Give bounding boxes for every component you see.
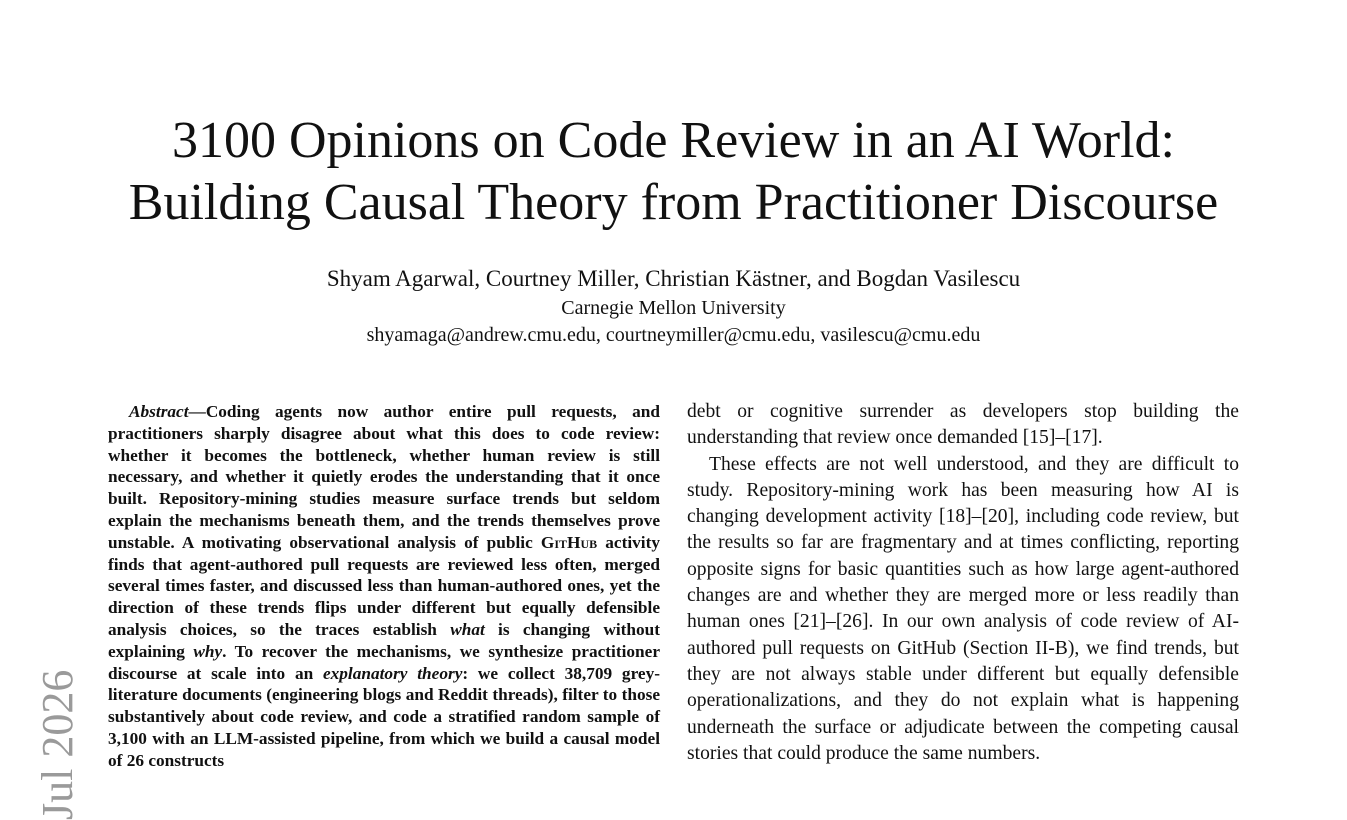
abstract-text-1: Coding agents now author entire pull requests, and practitioners sharply disagree about what this does to code review: whether it becomes the bottleneck, whether human review is still necessary, and whether it quietly erodes the understanding that it once built. Repository-mining studies measure surface trends but seldom explain the mechanisms beneath them, and the trends themselves prove unstable. A motivating observational analysis of public bbox=[108, 402, 660, 552]
abstract-text-3: is changing without explaining bbox=[108, 619, 660, 661]
github-name: GitHub bbox=[540, 532, 598, 552]
abstract-dash: — bbox=[188, 402, 206, 421]
abstract-emphasis-what: what bbox=[450, 619, 485, 639]
author-list: Shyam Agarwal, Courtney Miller, Christian Kästner, and Bogdan Vasilescu bbox=[326, 266, 1021, 291]
abstract-emphasis-theory: explanatory theory bbox=[322, 663, 463, 683]
body-paragraph-2: These effects are not well understood, and they are difficult to study. Repository-mining work has been measuring how AI is changing development activity [18]–[20], including code review, but the results so far are fragmentary and at times conflicting, reporting opposite signs for basic quantities such as how large agent-authored changes are and whether they are merged more or less readily than human ones [21]–[26]. In our own analysis of code review of AI-authored pull requests on GitHub (Section II-B), we find trends, but they are not always stable under different but equally defensible operationalizations, and they do not explain what is happening underneath the surface or adjudicate between the competing causal stories that could produce the same numbers. bbox=[687, 453, 1239, 764]
abstract-block bbox=[108, 401, 660, 772]
abstract-text-2: activity finds that agent-authored pull requests are reviewed less often, merged several times faster, and discussed less than human-authored ones, yet the direction of these trends flips under different but equally defensible analysis choices, so the traces establish bbox=[108, 532, 660, 639]
paper-title-line-1: 3100 Opinions on Code Review in an AI World: bbox=[171, 112, 1175, 169]
abstract-heading: Abstract bbox=[129, 402, 189, 421]
body-column-right bbox=[687, 399, 1239, 767]
paper-title-line-2: Building Causal Theory from Practitioner Discourse bbox=[128, 174, 1219, 231]
side-date-stamp: Jul 2026 bbox=[33, 669, 82, 820]
paper-title bbox=[0, 110, 1347, 234]
affiliation: Carnegie Mellon University bbox=[561, 297, 786, 319]
abstract-text-4: . To recover the mechanisms, we synthesize practitioner discourse at scale into an bbox=[108, 641, 660, 683]
author-emails: shyamaga@andrew.cmu.edu, courtneymiller@cmu.edu, vasilescu@cmu.edu bbox=[366, 324, 981, 346]
body-paragraph-1: debt or cognitive surrender as developers stop building the understanding that review once demanded [15]–[17]. bbox=[687, 401, 1239, 449]
abstract-emphasis-why: why bbox=[193, 641, 223, 661]
abstract-paragraph bbox=[108, 401, 660, 772]
abstract-text-5: : we collect 38,709 grey-literature documents (engineering blogs and Reddit threads), filter to those substantively about code review, and code a stratified random sample of 3,100 with an LLM-assisted pipeline, from which we build a causal model of 26 constructs bbox=[108, 663, 660, 770]
